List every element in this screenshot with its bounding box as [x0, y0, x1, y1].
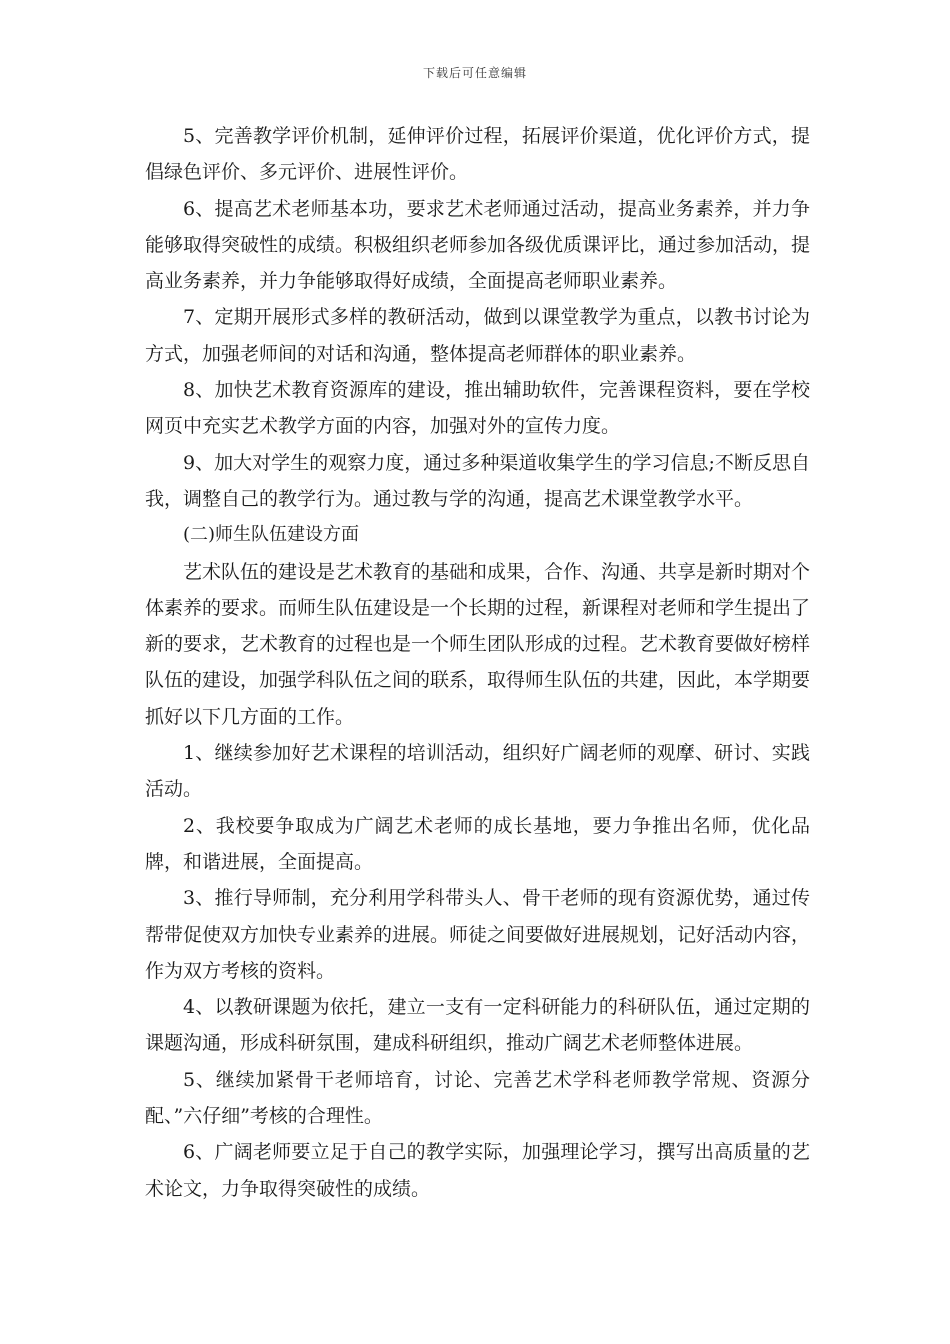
paragraph-team-item-4: 4、以教研课题为依托，建立一支有一定科研能力的科研队伍，通过定期的课题沟通，形成科研氛围，建成科研组织，推动广阔艺术老师整体进展。: [145, 996, 810, 1055]
paragraph-team-item-1: 1、继续参加好艺术课程的培训活动，组织好广阔老师的观摩、研讨、实践活动。: [145, 742, 810, 801]
section-heading-team-building: (二)师生队伍建设方面: [183, 524, 360, 546]
paragraph-item-7-research-activities: 7、定期开展形式多样的教研活动，做到以课堂教学为重点，以教书讨论为方式，加强老师间的对话和沟通，整体提高老师群体的职业素养。: [145, 306, 810, 365]
page-header-note: 下载后可任意编辑: [422, 66, 527, 80]
paragraph-team-item-6: 6、广阔老师要立足于自己的教学实际，加强理论学习，撰写出高质量的艺术论文，力争取得突破性的成绩。: [145, 1141, 810, 1200]
paragraph-team-item-2: 2、我校要争取成为广阔艺术老师的成长基地，要力争推出名师，优化品牌，和谐进展，全面提高。: [145, 814, 810, 873]
paragraph-item-9-student-observation: 9、加大对学生的观察力度，通过多种渠道收集学生的学习信息;不断反思自我，调整自己的教学行为。通过教与学的沟通，提高艺术课堂教学水平。: [145, 451, 810, 510]
paragraph-item-6-teacher-skills: 6、提高艺术老师基本功，要求艺术老师通过活动，提高业务素养，并力争能够取得突破性的成绩。积极组织老师参加各级优质课评比，通过参加活动，提高业务素养，并力争能够取得好成绩，全面提高老师职业素养。: [145, 197, 811, 293]
paragraph-item-8-resource-library: 8、加快艺术教育资源库的建设，推出辅助软件，完善课程资料，要在学校网页中充实艺术教学方面的内容，加强对外的宣传力度。: [145, 379, 810, 438]
paragraph-team-building-intro: 艺术队伍的建设是艺术教育的基础和成果，合作、沟通、共享是新时期对个体素养的要求。而师生队伍建设是一个长期的过程，新课程对老师和学生提出了新的要求，艺术教育的过程也是一个师生团队形成的过程。艺术教育要做好榜样队伍的建设，加强学科队伍之间的联系，取得师生队伍的共建，因此，本学期要抓好以下几方面的工作。: [145, 560, 811, 728]
paragraph-team-item-5: 5、继续加紧骨干老师培育，讨论、完善艺术学科老师教学常规、资源分配、”六仔细”考核的合理性。: [145, 1068, 810, 1128]
paragraph-team-item-3: 3、推行导师制，充分利用学科带头人、骨干老师的现有资源优势，通过传帮带促使双方加快专业素养的进展。师徒之间要做好进展规划，记好活动内容，作为双方考核的资料。: [145, 887, 811, 982]
paragraph-item-5-evaluation: 5、完善教学评价机制，延伸评价过程，拓展评价渠道，优化评价方式，提倡绿色评价、多元评价、进展性评价。: [145, 125, 810, 184]
document-body: [145, 118, 810, 1207]
